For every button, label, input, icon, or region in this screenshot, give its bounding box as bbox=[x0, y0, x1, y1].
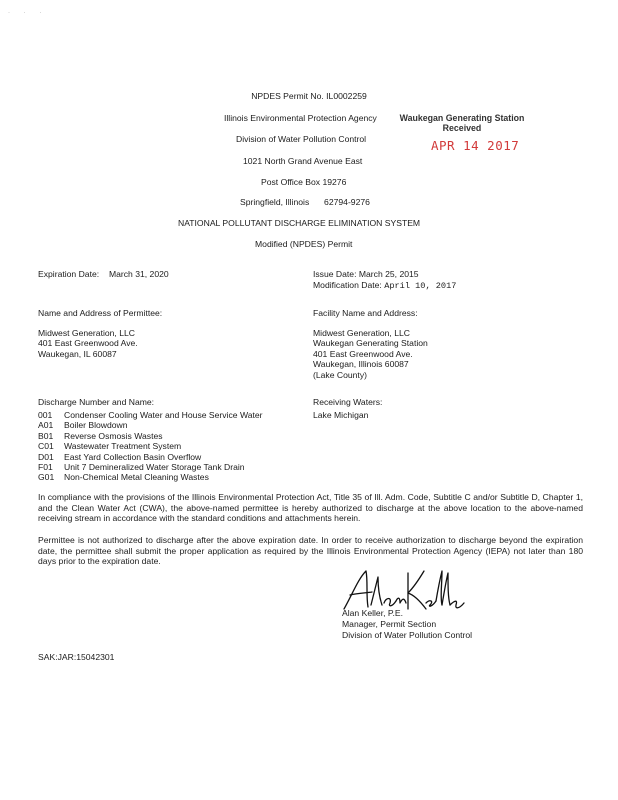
stamp-station: Waukegan Generating Station bbox=[399, 113, 525, 123]
discharge-name: Condenser Cooling Water and House Service Water bbox=[64, 410, 263, 420]
city-line bbox=[240, 197, 370, 207]
stamp-date: APR 14 2017 bbox=[431, 138, 520, 153]
discharge-name: Non-Chemical Metal Cleaning Wastes bbox=[64, 472, 209, 483]
list-item bbox=[38, 462, 263, 472]
city: Springfield, Illinois bbox=[240, 197, 310, 207]
discharge-code: F01 bbox=[38, 462, 53, 473]
permittee-line: Waukegan, IL 60087 bbox=[38, 348, 117, 359]
permit-number: NPDES Permit No. IL0002259 bbox=[251, 91, 367, 101]
discharge-list bbox=[38, 410, 263, 483]
division-name: Division of Water Pollution Control bbox=[236, 134, 367, 144]
discharge-name: Reverse Osmosis Wastes bbox=[64, 430, 163, 441]
permittee-line: Midwest Generation, LLC bbox=[38, 328, 135, 338]
permittee-line: 401 East Greenwood Ave. bbox=[38, 338, 138, 349]
facility-line: Midwest Generation, LLC bbox=[313, 328, 410, 338]
permit-type: Modified (NPDES) Permit bbox=[255, 239, 353, 249]
discharge-name: East Yard Collection Basin Overflow bbox=[64, 451, 202, 462]
discharge-code: D01 bbox=[38, 451, 54, 462]
expiration-value: March 31, 2020 bbox=[108, 269, 169, 279]
discharge-label: Discharge Number and Name: bbox=[38, 397, 155, 407]
scan-specks: · · · bbox=[8, 10, 48, 16]
discharge-code: G01 bbox=[38, 472, 55, 483]
modification-label: Modification Date: bbox=[313, 280, 382, 290]
list-item bbox=[38, 472, 263, 482]
facility-line: (Lake County) bbox=[313, 369, 367, 380]
agency-name: Illinois Environmental Protection Agency bbox=[224, 113, 377, 123]
reference-code: SAK:JAR:15042301 bbox=[38, 652, 115, 662]
po-box: Post Office Box 19276 bbox=[261, 177, 347, 187]
receiving-label: Receiving Waters: bbox=[313, 397, 383, 407]
zip-code: 62794-9276 bbox=[324, 197, 370, 207]
discharge-name: Boiler Blowdown bbox=[64, 420, 128, 431]
system-title: NATIONAL POLLUTANT DISCHARGE ELIMINATION SYSTEM bbox=[178, 218, 421, 228]
signatory-title: Manager, Permit Section bbox=[342, 619, 437, 630]
facility-address bbox=[313, 328, 428, 380]
modification-date bbox=[313, 280, 456, 291]
facility-line: 401 East Greenwood Ave. bbox=[313, 348, 413, 359]
list-item bbox=[38, 420, 263, 430]
signatory-division: Division of Water Pollution Control bbox=[342, 630, 473, 641]
facility-label: Facility Name and Address: bbox=[313, 308, 418, 318]
list-item bbox=[38, 441, 263, 451]
street-address: 1021 North Grand Avenue East bbox=[243, 156, 363, 166]
expiration-label: Expiration Date: bbox=[38, 269, 100, 279]
receiving-value: Lake Michigan bbox=[313, 410, 369, 420]
permittee-address bbox=[38, 328, 138, 359]
list-item bbox=[38, 452, 263, 462]
discharge-code: C01 bbox=[38, 441, 54, 452]
compliance-paragraph: In compliance with the provisions of the Illinois Environmental Protection Act, Title 35 of Ill. Adm. Code, Subtitle C and/or Subtitle D, Chapter 1, and the Clean Water Act (CWA), the above-named permittee is hereby authorized to discharge at the above location to the above-named receiving stream in accordance with the standard conditions and attachments herein. bbox=[38, 492, 583, 524]
permittee-label: Name and Address of Permittee: bbox=[38, 308, 163, 318]
signatory-block bbox=[342, 608, 472, 642]
discharge-code: A01 bbox=[38, 420, 54, 431]
stamp-received: Received bbox=[442, 123, 482, 133]
issue-date: Issue Date: March 25, 2015 bbox=[313, 269, 419, 279]
facility-line: Waukegan, Illinois 60087 bbox=[313, 359, 409, 370]
list-item bbox=[38, 410, 263, 420]
facility-line: Waukegan Generating Station bbox=[313, 338, 428, 349]
discharge-name: Unit 7 Demineralized Water Storage Tank Drain bbox=[64, 462, 245, 473]
modification-value: April 10, 2017 bbox=[384, 281, 457, 291]
expiration-date bbox=[38, 269, 169, 279]
signatory-name: Alan Keller, P.E. bbox=[342, 608, 403, 618]
discharge-code: 001 bbox=[38, 410, 53, 420]
discharge-code: B01 bbox=[38, 430, 54, 441]
discharge-name: Wastewater Treatment System bbox=[64, 441, 182, 452]
expiration-paragraph: Permittee is not authorized to discharge after the above expiration date. In order to receive authorization to discharge beyond the expiration date, the permittee shall submit the proper application as required by the Illinois Environmental Protection Agency (IEPA) not later than 180 days prior to the expiration date. bbox=[38, 535, 583, 567]
list-item bbox=[38, 431, 263, 441]
